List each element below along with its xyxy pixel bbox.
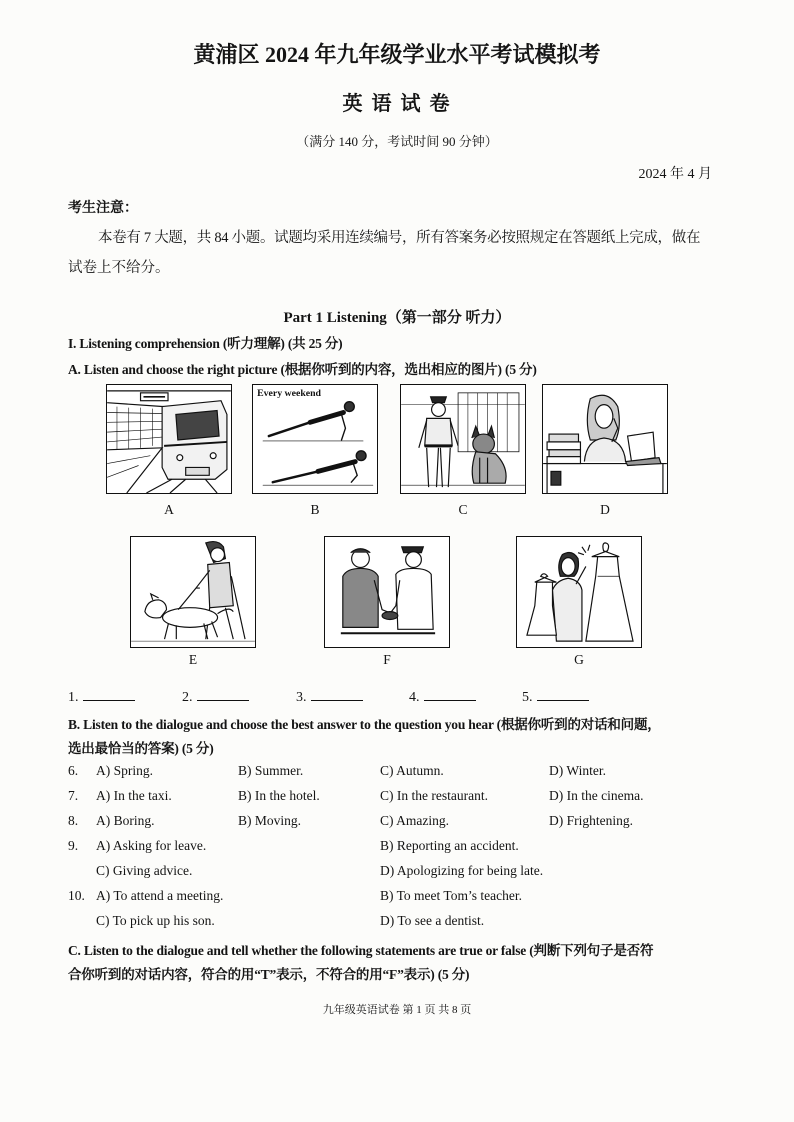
picture-g bbox=[516, 536, 642, 648]
blank-number: 1. bbox=[68, 690, 79, 705]
picture-g-illustration bbox=[517, 537, 641, 647]
question-9 bbox=[0, 838, 794, 856]
picture-label-g: G bbox=[574, 652, 584, 667]
picture-label-a: A bbox=[164, 502, 174, 517]
option-b: B) Summer. bbox=[238, 763, 304, 778]
option-a: A) In the taxi. bbox=[96, 788, 172, 803]
section-c-instruction-1: C. Listen to the dialogue and tell whether the following statements are true or false (判断下列句子是否符 bbox=[68, 943, 654, 958]
picture-d-illustration bbox=[543, 385, 667, 493]
picture-a bbox=[106, 384, 232, 494]
page-footer: 九年级英语试卷 第 1 页 共 8 页 bbox=[322, 1004, 472, 1016]
option-d: D) Winter. bbox=[549, 763, 606, 778]
option-a: A) Boring. bbox=[96, 813, 155, 828]
option-b: B) Moving. bbox=[238, 813, 302, 828]
option-d: D) Apologizing for being late. bbox=[380, 863, 544, 878]
question-6 bbox=[0, 763, 794, 781]
blank-number: 2. bbox=[182, 690, 193, 705]
option-b: B) Reporting an accident. bbox=[380, 838, 519, 853]
answer-line bbox=[83, 688, 135, 701]
notice-line-1: 本卷有 7 大题，共 84 小题。试题均采用连续编号，所有答案务必按照规定在答题纸上完成，做在 bbox=[98, 230, 701, 246]
answer-line bbox=[311, 688, 363, 701]
picture-a-illustration bbox=[107, 385, 231, 493]
part-1-heading: Part 1 Listening（第一部分 听力） bbox=[283, 310, 511, 326]
picture-c bbox=[400, 384, 526, 494]
question-9-continued bbox=[0, 863, 794, 881]
option-c: C) Autumn. bbox=[380, 763, 444, 778]
blank-number: 5. bbox=[522, 690, 533, 705]
picture-f-illustration bbox=[325, 537, 449, 647]
section-b-instruction-2: 选出最恰当的答案) (5 分) bbox=[68, 741, 214, 756]
answer-line bbox=[197, 688, 249, 701]
option-b: B) To meet Tom’s teacher. bbox=[380, 888, 522, 903]
question-number: 9. bbox=[68, 838, 79, 853]
option-b: B) In the hotel. bbox=[238, 788, 320, 803]
picture-f bbox=[324, 536, 450, 648]
question-number: 8. bbox=[68, 813, 79, 828]
question-10-continued bbox=[0, 913, 794, 931]
answer-blank-1 bbox=[68, 688, 135, 706]
picture-b bbox=[252, 384, 378, 494]
picture-label-e: E bbox=[188, 652, 198, 667]
answer-line bbox=[424, 688, 476, 701]
notice-line-2: 试卷上不给分。 bbox=[68, 260, 170, 276]
question-7 bbox=[0, 788, 794, 806]
picture-e-illustration bbox=[131, 537, 255, 647]
exam-info: （满分 140 分，考试时间 90 分钟） bbox=[296, 134, 498, 149]
exam-date: 2024 年 4 月 bbox=[638, 167, 712, 182]
picture-label-c: C bbox=[458, 502, 468, 517]
answer-blank-5 bbox=[522, 688, 589, 706]
blank-number: 3. bbox=[296, 690, 307, 705]
option-a: A) To attend a meeting. bbox=[96, 888, 224, 903]
question-number: 10. bbox=[68, 888, 85, 903]
question-number: 6. bbox=[68, 763, 79, 778]
picture-b-caption: Every weekend bbox=[257, 387, 322, 399]
option-c: C) In the restaurant. bbox=[380, 788, 488, 803]
section-b-instruction-1: B. Listen to the dialogue and choose the best answer to the question you hear (根据你听到的对话和问题， bbox=[68, 717, 661, 732]
option-d: D) To see a dentist. bbox=[380, 913, 485, 928]
section-c-instruction-2: 合你听到的对话内容，符合的用“T”表示，不符合的用“F”表示) (5 分) bbox=[68, 967, 470, 982]
picture-label-f: F bbox=[383, 652, 391, 667]
picture-c-illustration bbox=[401, 385, 525, 493]
answer-line bbox=[537, 688, 589, 701]
picture-e bbox=[130, 536, 256, 648]
option-c: C) Amazing. bbox=[380, 813, 449, 828]
option-c: C) To pick up his son. bbox=[96, 913, 215, 928]
answer-blank-4 bbox=[409, 688, 476, 706]
notice-heading: 考生注意： bbox=[68, 201, 138, 216]
blank-number: 4. bbox=[409, 690, 420, 705]
option-a: A) Asking for leave. bbox=[96, 838, 207, 853]
question-8 bbox=[0, 813, 794, 831]
picture-label-b: B bbox=[310, 502, 320, 517]
question-10 bbox=[0, 888, 794, 906]
exam-title: 黄浦区 2024 年九年级学业水平考试模拟考 bbox=[193, 42, 601, 67]
exam-subject: 英 语 试 卷 bbox=[342, 93, 452, 115]
picture-d bbox=[542, 384, 668, 494]
option-c: C) Giving advice. bbox=[96, 863, 193, 878]
section-a-instruction: A. Listen and choose the right picture (根据你听到的内容，选出相应的图片) (5 分) bbox=[68, 362, 537, 377]
picture-b-illustration bbox=[253, 385, 377, 493]
option-a: A) Spring. bbox=[96, 763, 153, 778]
answer-blank-2 bbox=[182, 688, 249, 706]
option-d: D) In the cinema. bbox=[549, 788, 644, 803]
section-i-heading: I. Listening comprehension (听力理解) (共 25 分) bbox=[68, 336, 343, 351]
answer-blank-3 bbox=[296, 688, 363, 706]
option-d: D) Frightening. bbox=[549, 813, 633, 828]
question-number: 7. bbox=[68, 788, 79, 803]
picture-label-d: D bbox=[600, 502, 610, 517]
